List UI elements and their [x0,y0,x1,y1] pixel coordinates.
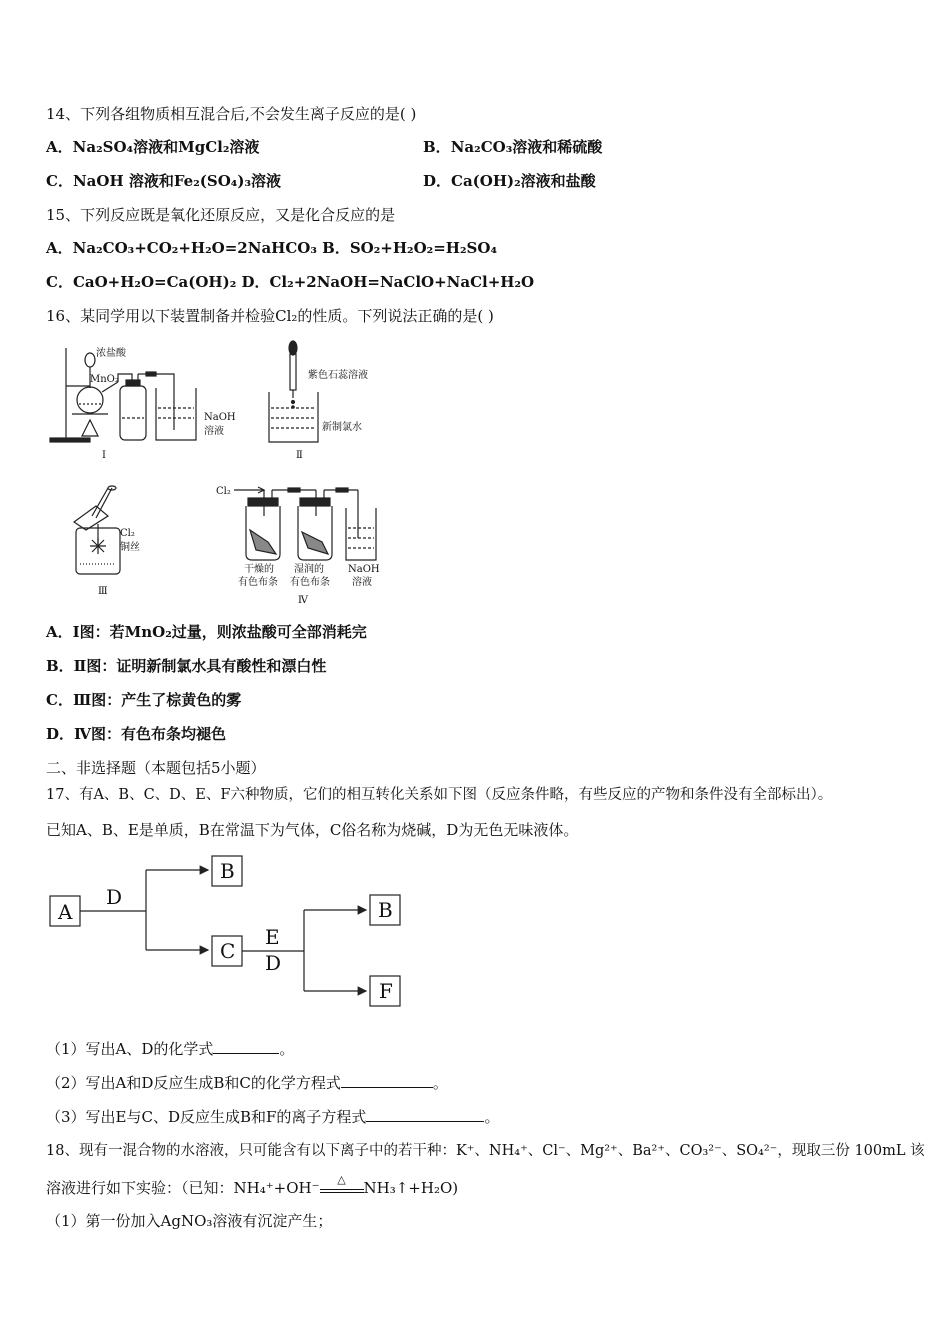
q16-option-b: B．Ⅱ图：证明新制氯水具有酸性和漂白性 [46,657,327,675]
q16-option-d: D．Ⅳ图：有色布条均褪色 [46,725,227,743]
q14-option-d-label: D． [423,172,452,190]
label-mno2: MnO₂ [90,374,119,385]
conversion-diagram [46,850,416,1020]
q17-part3 [46,1107,499,1127]
q17-part3-end: 。 [484,1108,500,1126]
node-b-right: B [378,898,393,922]
apparatus-i [50,348,196,442]
q14-option-c: NaOH 溶液和Fe₂(SO₄)₃溶液 [72,172,282,190]
q15-options-ab: A．Na₂CO₃+CO₂+H₂O=2NaHCO₃ B．SO₂+H₂O₂=H₂SO₄ [46,239,498,257]
q18-stem-line2-b: NH₃↑+H₂O) [363,1179,459,1197]
node-b-top: B [220,859,235,883]
edge-label-d1: D [106,885,123,909]
q17-part2-end: 。 [432,1074,448,1092]
q17-part1-blank[interactable] [213,1039,279,1054]
label-conc-hcl: 浓盐酸 [96,348,126,359]
q17-part3-text: （3）写出E与C、D反应生成B和F的离子方程式 [46,1108,367,1126]
q17-part2 [46,1073,448,1093]
label-cl2: Cl₂ [120,528,135,539]
q17-part2-text: （2）写出A和D反应生成B和C的化学方程式 [46,1074,341,1092]
q14-row1 [46,137,603,157]
label-wet-1: 湿润的 [294,564,324,575]
q14-option-a: Na₂SO₄溶液和MgCl₂溶液 [72,138,260,156]
section-two-heading: 二、非选择题（本题包括5小题） [46,759,266,777]
q14-option-b-label: B． [423,138,451,156]
node-c: C [220,939,236,963]
q14-option-d: Ca(OH)₂溶液和盐酸 [451,172,596,190]
apparatus-iv [234,487,376,560]
label-copper-wire: 铜丝 [120,542,140,553]
label-wet-2: 有色布条 [290,577,330,588]
label-fig-iii: Ⅲ [98,586,108,597]
q16-stem: 16、某同学用以下装置制备并检验Cl₂的性质。下列说法正确的是( ) [46,307,494,325]
apparatus-figure [46,338,466,610]
label-dry-2: 有色布条 [238,577,278,588]
node-f: F [379,979,393,1003]
edge-label-d2: D [265,951,282,975]
q17-stem-line2: 已知A、B、E是单质，B在常温下为气体，C俗名称为烧碱，D为无色无味液体。 [46,821,579,839]
label-dry-1: 干燥的 [244,564,274,575]
label-solution-1: 溶液 [204,426,224,437]
q17-part1-text: （1）写出A、D的化学式 [46,1040,214,1058]
q17-part2-blank[interactable] [341,1073,433,1088]
label-solution-2: 溶液 [352,577,372,588]
apparatus-ii [269,341,318,442]
q18-part1: （1）第一份加入AgNO₃溶液有沉淀产生； [46,1212,333,1230]
label-fig-i: Ⅰ [102,450,106,461]
label-naoh-2: NaOH [348,564,380,575]
q17-part1-end: 。 [279,1040,295,1058]
heat-equilibrium-arrow [320,1173,364,1193]
label-cl2-inlet: Cl₂ [216,486,231,497]
label-litmus: 紫色石蕊溶液 [308,370,368,381]
label-fig-ii: Ⅱ [296,450,303,461]
q14-option-b: Na₂CO₃溶液和稀硫酸 [450,138,603,156]
heat-symbol: △ [337,1173,346,1186]
label-naoh-1: NaOH [204,412,236,423]
q17-stem-line1: 17、有A、B、C、D、E、F六种物质，它们的相互转化关系如下图（反应条件略，有些反应的产物和条件没有全部标出）。 [46,787,833,803]
q14-option-b-wrap [423,137,602,157]
q16-option-a: A．Ⅰ图：若MnO₂过量，则浓盐酸可全部消耗完 [46,623,367,641]
q18-stem-line1: 18、现有一混合物的水溶液，只可能含有以下离子中的若干种：K⁺、NH₄⁺、Cl⁻、Mg²⁺、Ba²⁺、CO₃²⁻、SO₄²⁻，现取三份 100mL 该 [46,1143,925,1159]
q17-part1 [46,1039,294,1059]
q14-option-d-wrap [423,171,596,191]
q18-stem-line2 [46,1173,459,1198]
q14-row2 [46,171,596,191]
label-fig-iv: Ⅳ [298,595,308,606]
q15-stem: 15、下列反应既是氧化还原反应，又是化合反应的是 [46,206,396,224]
q18-stem-line2-a: 溶液进行如下实验：（已知：NH₄⁺+OH⁻ [46,1179,320,1197]
node-a: A [58,900,73,924]
apparatus-iii [74,486,120,574]
q14-stem: 14、下列各组物质相互混合后,不会发生离子反应的是( ) [46,105,417,123]
q16-option-c: C．Ⅲ图：产生了棕黄色的雾 [46,691,242,709]
q14-option-a-label: A． [46,138,73,156]
q14-option-c-label: C． [46,172,73,190]
q15-options-cd: C．CaO+H₂O=Ca(OH)₂ D．Cl₂+2NaOH=NaClO+NaCl+H₂O [46,273,535,291]
q17-part3-blank[interactable] [366,1107,484,1122]
edge-label-e: E [265,925,280,949]
label-chlorine-water: 新制氯水 [322,422,362,433]
